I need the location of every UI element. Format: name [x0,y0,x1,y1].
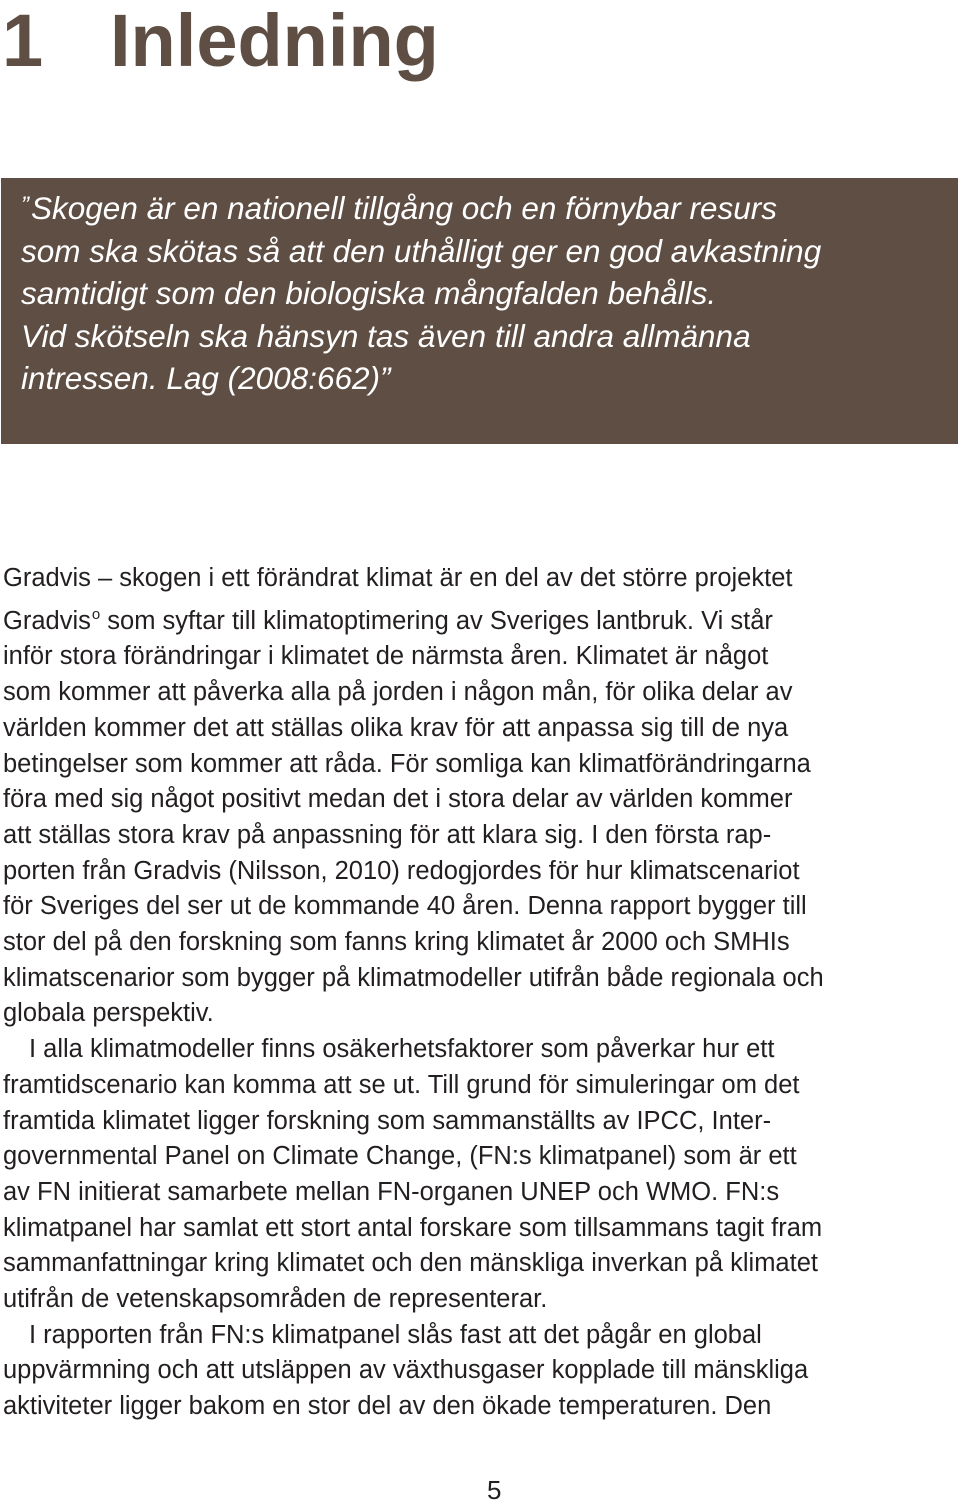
body-line: att ställas stora krav på anpassning för att klara sig. I den första rap- [3,820,772,849]
body-line: stor del på den forskning som fanns kring klimatet år 2000 och SMHIs [3,928,790,957]
quote-text [21,185,938,400]
page-number: 5 [487,1475,502,1505]
body-text [3,561,959,1425]
quote-line: intressen. Lag (2008:662)” [21,360,391,396]
body-line: som kommer att påverka alla på jorden i någon mån, för olika delar av [3,678,793,707]
quote-line: ”Skogen är en nationell tillgång och en förnybar resurs [21,190,777,226]
body-line: aktiviteter ligger bakom en stor del av den ökade temperaturen. Den [3,1392,772,1421]
body-line: inför stora förändringar i klimatet de närmsta åren. Klimatet är något [3,642,769,671]
body-line: av FN initierat samarbete mellan FN-organen UNEP och WMO. FN:s [3,1177,780,1206]
body-line: föra med sig något positivt medan det i stora delar av världen kommer [3,785,793,814]
body-line: klimatscenarior som bygger på klimatmodeller utifrån både regionala och [3,963,824,992]
body-line: världen kommer det att ställas olika krav för att anpassa sig till de nya [3,713,789,742]
body-line: porten från Gradvis (Nilsson, 2010) redogjordes för hur klimatscenariot [3,856,800,885]
gradvis-name: Gradvis [3,606,91,635]
body-line: globala perspektiv. [3,999,214,1028]
body-line: klimatpanel har samlat ett stort antal forskare som tillsammans tagit fram [3,1213,823,1242]
body-line: utifrån de vetenskapsområden de representerar. [3,1285,548,1314]
body-line: sammanfattningar kring klimatet och den mänskliga inverkan på klimatet [3,1249,818,1278]
chapter-heading [2,0,439,86]
body-line: governmental Panel on Climate Change, (FN:s klimatpanel) som är ett [3,1142,797,1171]
quote-box [1,178,958,444]
body-line: Gradvis$^o$ som syftar till klimatoptimering av Sveriges lantbruk. Vi står [3,605,773,635]
quote-line: Vid skötseln ska hänsyn tas även till andra allmänna [21,317,751,354]
body-line: framtidscenario kan komma att se ut. Till grund för simuleringar om det [3,1070,800,1099]
body-line: för Sveriges del ser ut de kommande 40 åren. Denna rapport bygger till [3,892,807,921]
gradvis-superscript: o [91,605,101,623]
quote-line: som ska skötas så att den uthålligt ger en god avkastning [21,232,822,269]
chapter-number: 1 [2,0,44,82]
body-line: framtida klimatet ligger forskning som sammanställts av IPCC, Inter- [3,1106,772,1135]
quote-open-mark: ” [21,192,29,219]
body-line: betingelser som kommer att råda. För somliga kan klimatförändringarna [3,749,811,778]
quote-line: samtidigt som den biologiska mångfalden behålls. [21,275,717,311]
body-line: I rapporten från FN:s klimatpanel slås fast att det pågår en global [29,1320,762,1349]
body-line: I alla klimatmodeller finns osäkerhetsfaktorer som påverkar hur ett [29,1035,775,1064]
body-line: uppvärmning och att utsläppen av växthusgaser kopplade till mänskliga [3,1356,809,1385]
chapter-title: Inledning [110,0,439,82]
body-line: Gradvis – skogen i ett förändrat klimat är en del av det större projektet [3,564,793,592]
